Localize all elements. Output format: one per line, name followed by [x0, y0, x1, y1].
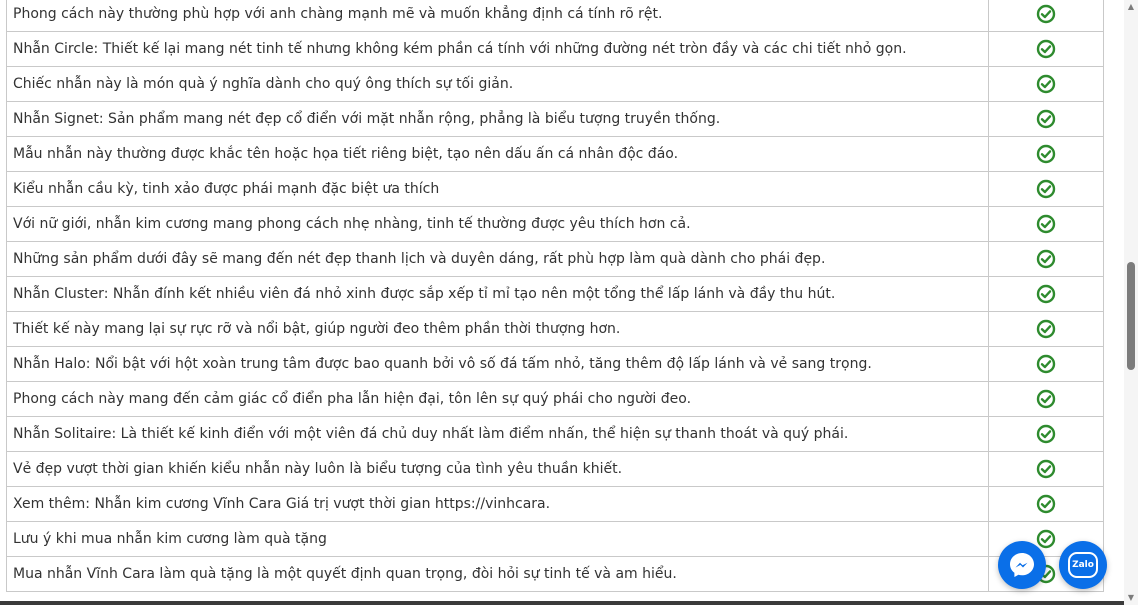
table-row: [7, 312, 1104, 347]
row-check-cell: [989, 67, 1104, 102]
check-circle-icon: [1036, 424, 1056, 444]
scrollbar-thumb[interactable]: [1127, 262, 1135, 370]
row-check-cell: [989, 32, 1104, 67]
zalo-icon: [1068, 552, 1098, 578]
check-circle-icon: [1036, 39, 1056, 59]
row-text: Phong cách này thường phù hợp với anh chàng mạnh mẽ và muốn khẳng định cá tính rõ rệt.: [7, 0, 989, 32]
table-row: [7, 32, 1104, 67]
messenger-icon: [1007, 550, 1037, 580]
row-check-cell: [989, 417, 1104, 452]
row-text: Lưu ý khi mua nhẫn kim cương làm quà tặng: [7, 522, 989, 557]
table-row: [7, 67, 1104, 102]
check-circle-icon: [1036, 494, 1056, 514]
row-check-cell: [989, 277, 1104, 312]
row-text: Nhẫn Circle: Thiết kế lại mang nét tinh tế nhưng không kém phần cá tính với những đường nét tròn đầy và các chi tiết nhỏ gọn.: [7, 32, 989, 67]
table-row: [7, 452, 1104, 487]
row-text: Những sản phẩm dưới đây sẽ mang đến nét đẹp thanh lịch và duyên dáng, rất phù hợp làm quà dành cho phái đẹp.: [7, 242, 989, 277]
check-circle-icon: [1036, 109, 1056, 129]
check-circle-icon: [1036, 529, 1056, 549]
table-row: [7, 0, 1104, 32]
row-check-cell: [989, 347, 1104, 382]
scroll-up-arrow-icon[interactable]: ▲: [1127, 2, 1135, 11]
table-row: [7, 417, 1104, 452]
zalo-label: Zalo: [1072, 560, 1094, 570]
scroll-down-arrow-icon[interactable]: ▼: [1127, 593, 1135, 602]
table-row: [7, 347, 1104, 382]
table-row: [7, 277, 1104, 312]
table-row: [7, 382, 1104, 417]
row-check-cell: [989, 207, 1104, 242]
row-check-cell: [989, 382, 1104, 417]
row-text: Vẻ đẹp vượt thời gian khiến kiểu nhẫn này luôn là biểu tượng của tình yêu thuần khiết.: [7, 452, 989, 487]
table-row: [7, 522, 1104, 557]
table-row: [7, 487, 1104, 522]
row-text: Nhẫn Solitaire: Là thiết kế kinh điển với một viên đá chủ duy nhất làm điểm nhấn, thể hiện sự thanh thoát và quý phái.: [7, 417, 989, 452]
row-text: Nhẫn Halo: Nổi bật với hột xoàn trung tâm được bao quanh bởi vô số đá tấm nhỏ, tăng thêm độ lấp lánh và vẻ sang trọng.: [7, 347, 989, 382]
row-text: Mua nhẫn Vĩnh Cara làm quà tặng là một quyết định quan trọng, đòi hỏi sự tinh tế và am hiểu.: [7, 557, 989, 592]
row-check-cell: [989, 452, 1104, 487]
vertical-scrollbar[interactable]: [1124, 0, 1138, 605]
checklist-table: [6, 0, 1104, 592]
row-text: Nhẫn Signet: Sản phẩm mang nét đẹp cổ điển với mặt nhẫn rộng, phẳng là biểu tượng truyền thống.: [7, 102, 989, 137]
row-check-cell: [989, 0, 1104, 32]
row-check-cell: [989, 102, 1104, 137]
check-circle-icon: [1036, 459, 1056, 479]
row-text: Phong cách này mang đến cảm giác cổ điển pha lẫn hiện đại, tôn lên sự quý phái cho người đeo.: [7, 382, 989, 417]
row-text: Chiếc nhẫn này là món quà ý nghĩa dành cho quý ông thích sự tối giản.: [7, 67, 989, 102]
row-text: Kiểu nhẫn cầu kỳ, tinh xảo được phái mạnh đặc biệt ưa thích: [7, 172, 989, 207]
messenger-chat-button[interactable]: [998, 541, 1046, 589]
zalo-chat-button[interactable]: [1059, 541, 1107, 589]
row-check-cell: [989, 172, 1104, 207]
table-row: [7, 172, 1104, 207]
check-circle-icon: [1036, 354, 1056, 374]
check-circle-icon: [1036, 319, 1056, 339]
bottom-edge-bar: [0, 601, 1124, 605]
table-row: [7, 102, 1104, 137]
row-check-cell: [989, 487, 1104, 522]
row-text: Với nữ giới, nhẫn kim cương mang phong cách nhẹ nhàng, tinh tế thường được yêu thích hơn cả.: [7, 207, 989, 242]
row-text: Nhẫn Cluster: Nhẫn đính kết nhiều viên đá nhỏ xinh được sắp xếp tỉ mỉ tạo nên một tổng thể lấp lánh và đầy thu hút.: [7, 277, 989, 312]
check-circle-icon: [1036, 179, 1056, 199]
row-check-cell: [989, 242, 1104, 277]
table-row: [7, 557, 1104, 592]
check-circle-icon: [1036, 249, 1056, 269]
table-row: [7, 242, 1104, 277]
row-text: Thiết kế này mang lại sự rực rỡ và nổi bật, giúp người đeo thêm phần thời thượng hơn.: [7, 312, 989, 347]
row-check-cell: [989, 137, 1104, 172]
table-row: [7, 207, 1104, 242]
table-row: [7, 137, 1104, 172]
check-circle-icon: [1036, 144, 1056, 164]
checklist-body: [7, 0, 1104, 592]
row-text: Mẫu nhẫn này thường được khắc tên hoặc họa tiết riêng biệt, tạo nên dấu ấn cá nhân độc đáo.: [7, 137, 989, 172]
check-circle-icon: [1036, 284, 1056, 304]
row-check-cell: [989, 312, 1104, 347]
row-text: Xem thêm: Nhẫn kim cương Vĩnh Cara Giá trị vượt thời gian https://vinhcara.: [7, 487, 989, 522]
check-circle-icon: [1036, 74, 1056, 94]
check-circle-icon: [1036, 389, 1056, 409]
check-circle-icon: [1036, 4, 1056, 24]
check-circle-icon: [1036, 214, 1056, 234]
